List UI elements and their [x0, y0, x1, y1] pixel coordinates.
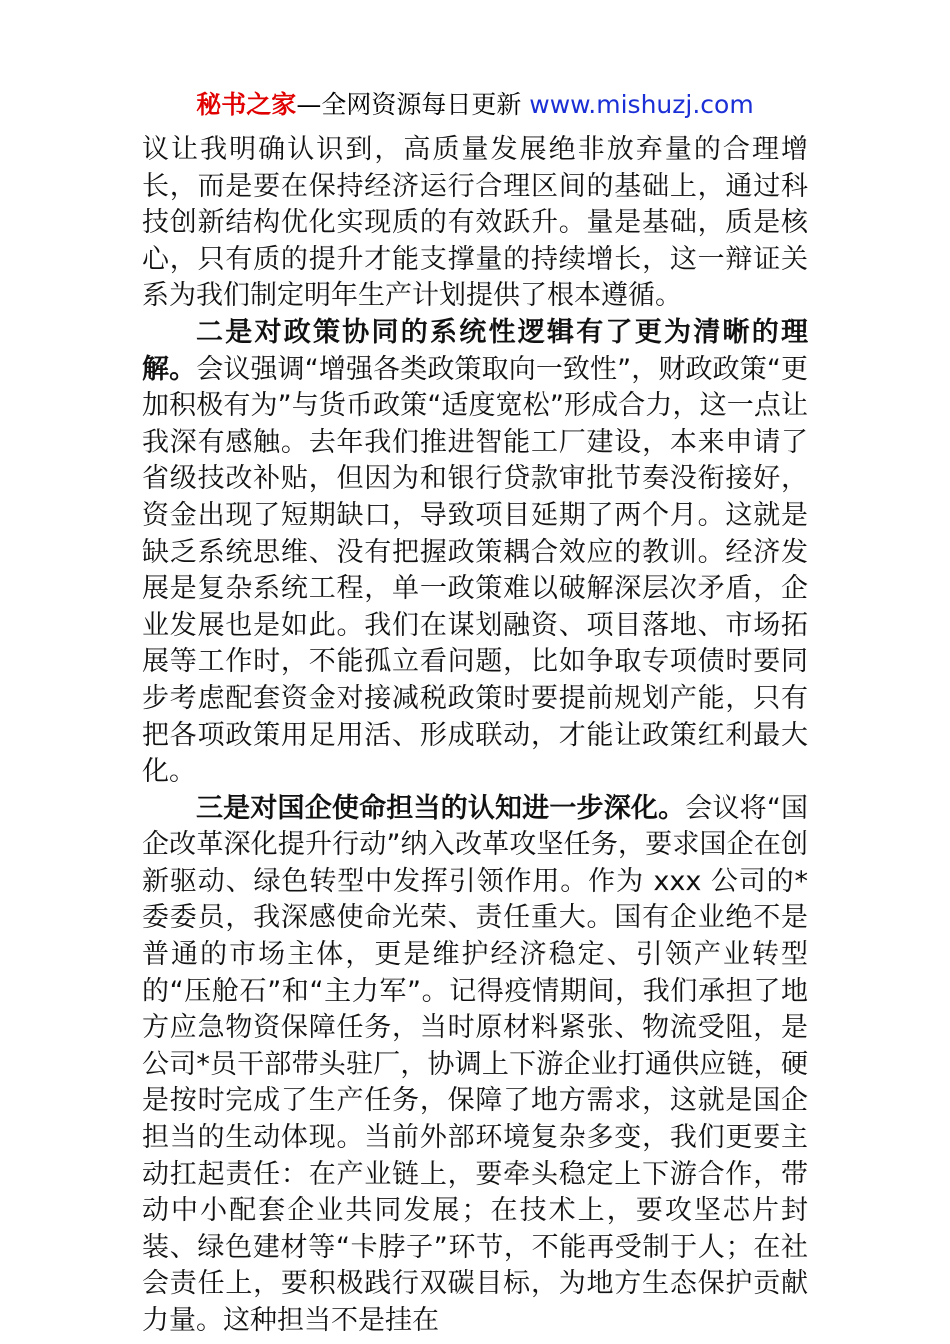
paragraph-text: 会议强调“增强各类政策取向一致性”，财政政策“更加积极有为”与货币政策“适度宽松”形成合力，这一点让我深有感触。去年我们推进智能工厂建设，本来申请了省级技改补贴，但因为和银行贷款审批节奏没衔接好，资金出现了短期缺口，导致项目延期了两个月。这就是缺乏系统思维、没有把握政策耦合效应的教训。经济发展是复杂系统工程，单一政策难以破解深层次矛盾，企业发展也是如此。我们在谋划融资、项目落地、市场拓展等工作时，不能孤立看问题，比如争取专项债时要同步考虑配套资金对接减税政策时要提前规划产能，只有把各项政策用足用活、形成联动，才能让政策红利最大化。 [142, 353, 809, 788]
paragraph-lead: 三是对国企使命担当的认知进一步深化。 [196, 792, 686, 824]
document-body [142, 132, 808, 1340]
paragraph-text: 会议将“国企改革深化提升行动”纳入改革攻坚任务，要求国企在创新驱动、绿色转型中发挥引领作用。作为 xxx 公司的*委委员，我深感使命光荣、责任重大。国有企业绝不是普通的市场主体，更是维护经济稳定、引领产业转型的“压舱石”和“主力军”。记得疫情期间，我们承担了地方应急物资保障任务，当时原材料紧张、物流受阻，是公司*员干部带头驻厂，协调上下游企业打通供应链，硬是按时完成了生产任务，保障了地方需求，这就是国企担当的生动体现。当前外部环境复杂多变，我们更要主动扛起责任：在产业链上，要牵头稳定上下游合作，带动中小配套企业共同发展；在技术上，要攻坚芯片封装、绿色建材等“卡脖子”环节，不能再受制于人；在社会责任上，要积极践行双碳目标，为地方生态保护贡献力量。这种担当不是挂在 [142, 792, 808, 1336]
site-brand: 秘书之家 [196, 90, 297, 119]
paragraph-policy-coordination [142, 315, 808, 791]
site-tagline: —全网资源每日更新 [296, 90, 530, 119]
paragraph-text: 议让我明确认识到，高质量发展绝非放弃量的合理增长，而是要在保持经济运行合理区间的基础上，通过科技创新结构优化实现质的有效跃升。量是基础，质是核心，只有质的提升才能支撑量的持续增长，这一辩证关系为我们制定明年生产计划提供了根本遵循。 [142, 134, 808, 312]
paragraph-soe-mission [142, 791, 808, 1340]
paragraph-continuation [142, 132, 808, 315]
site-url-link[interactable]: www.mishuzj.com [529, 90, 754, 119]
paragraph-lead: 二是对政策协同的系统性逻辑有了更为清晰的理解。 [142, 316, 808, 385]
page-header [0, 88, 950, 122]
